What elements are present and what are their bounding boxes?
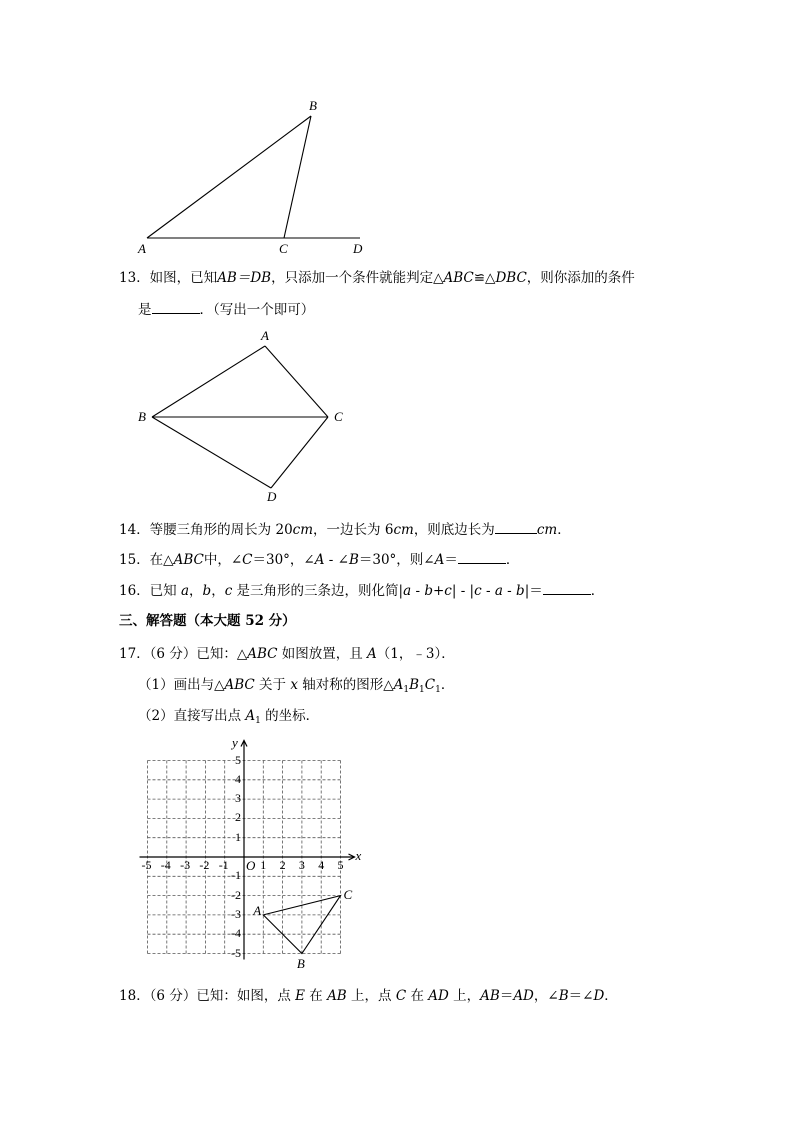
point-b-label: B — [296, 955, 305, 971]
fig12-label-b: B — [309, 98, 317, 113]
x-tick-label: -1 — [218, 858, 229, 872]
fig13-label-d: D — [267, 489, 277, 504]
y-tick-label: 2 — [235, 810, 241, 825]
y-tick-label: 5 — [235, 752, 241, 767]
x-tick-label: 5 — [337, 858, 344, 872]
x-axis-label: x — [355, 848, 362, 863]
x-tick-label: -4 — [160, 858, 171, 872]
fig13-label-a: A — [261, 328, 269, 343]
y-tick-label: -3 — [231, 906, 241, 921]
question-18: 18．（6 分）已知：如图，点 E 在 AB 上，点 C 在 AD 上，AB＝AD，∠B＝∠D． — [119, 988, 618, 1004]
point-a-label: A — [253, 902, 262, 918]
fig12-label-a: A — [138, 241, 146, 256]
y-tick-label: 3 — [235, 791, 241, 806]
fig12-label-d: D — [353, 241, 363, 256]
question-13-line-1: 13．如图，已知AB＝DB，只添加一个条件就能判定△ABC≌△DBC，则你添加的条件 — [119, 270, 635, 286]
point-c-label: C — [343, 886, 353, 902]
x-tick-label: 4 — [318, 858, 325, 872]
x-tick-label: -2 — [199, 858, 210, 872]
x-tick-label: 1 — [260, 858, 267, 872]
origin-label: O — [246, 858, 256, 873]
y-tick-label: -5 — [231, 945, 241, 960]
y-tick-label: 1 — [235, 829, 241, 844]
fig12-label-c: C — [279, 241, 288, 256]
y-tick-label: -2 — [231, 887, 241, 902]
question-17-part-1: （1）画出与△ABC 关于 x 轴对称的图形$\triangle A_1B_1C_1$． — [138, 677, 455, 695]
question-14: 14．等腰三角形的周长为 20cm，一边长为 6cm，则底边长为 cm． — [119, 519, 571, 540]
section-3-title: 三、解答题（本大题 52 分） — [119, 613, 296, 629]
x-tick-label: 2 — [279, 858, 286, 872]
y-tick-label: -4 — [231, 926, 241, 941]
question-15: 15．在△ABC中，∠C＝30°，∠A - ∠B＝30°，则∠A＝ ． — [119, 549, 519, 570]
y-tick-label: 4 — [235, 771, 241, 786]
y-tick-label: -1 — [231, 868, 241, 883]
fig13-label-c: C — [334, 409, 343, 424]
y-axis-label: y — [232, 734, 238, 750]
x-tick-label: -5 — [141, 858, 152, 872]
fig13-label-b: B — [138, 409, 146, 424]
x-tick-label: 3 — [298, 858, 305, 872]
x-tick-label: -3 — [180, 858, 191, 872]
triangle-abc — [263, 896, 340, 954]
question-17: 17．（6 分）已知：△ABC 如图放置，且 A（1，﹣3）． — [119, 646, 455, 662]
question-13-line-2: 是 ．（写出一个即可） — [138, 299, 314, 320]
question-16: 16．已知 a，b，c 是三角形的三条边，则化简|a - b+c| - |c - a - b|＝ ． — [119, 580, 604, 601]
question-17-part-2: （2）直接写出点 $A_1$ 的坐标． — [138, 708, 320, 726]
